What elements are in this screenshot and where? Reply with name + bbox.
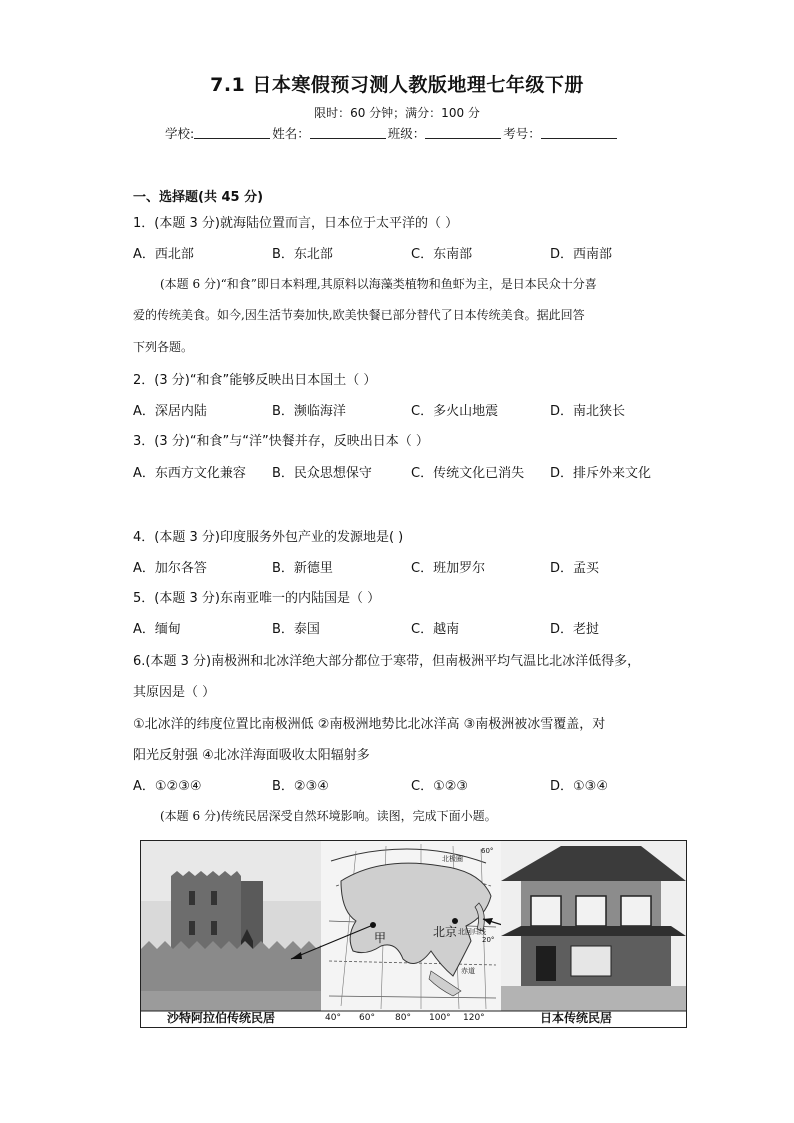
question-5-options [133, 618, 693, 636]
longitude-60: 60° [359, 1013, 375, 1023]
map-label-20n: 20° [482, 936, 495, 944]
q5-option-c[interactable]: C．越南 [411, 622, 460, 637]
question-6-statement-line-2: 阳光反射强 ④北冰洋海面吸收太阳辐射多 [133, 748, 370, 763]
map-label-60n: 60° [481, 847, 494, 855]
q2-option-a[interactable]: A．深居内陆 [133, 404, 207, 419]
question-6-stem-line-2: 其原因是（ ） [133, 685, 216, 700]
school-label: 学校: [165, 126, 195, 141]
left-caption: 沙特阿拉伯传统民居 [167, 1011, 276, 1025]
class-blank [425, 126, 501, 139]
q1-option-c[interactable]: C．东南部 [411, 247, 473, 262]
question-6-options [133, 775, 693, 793]
question-1-options [133, 243, 693, 261]
name-blank [310, 126, 386, 139]
number-label: 考号： [503, 126, 541, 141]
q4-option-d[interactable]: D．孟买 [550, 561, 600, 576]
q1-option-b[interactable]: B．东北部 [272, 247, 333, 262]
q4-option-c[interactable]: C．班加罗尔 [411, 561, 486, 576]
q6-option-a[interactable]: A．①②③④ [133, 779, 202, 794]
q6-option-c[interactable]: C．①②③ [411, 779, 469, 794]
question-1-stem: 1．(本题 3 分)就海陆位置而言，日本位于太平洋的（ ） [133, 216, 459, 231]
question-3-options [133, 462, 693, 480]
material-intro-line-3: 下列各题。 [133, 340, 194, 354]
school-blank [194, 126, 270, 139]
material-intro-line-1: (本题 6 分)“和食”即日本料理,其原料以海藻类植物和鱼虾为主，是日本民众十分喜 [160, 277, 597, 291]
map-label-jia: 甲 [374, 931, 387, 945]
map-label-tropic: 北回归线 [458, 928, 486, 936]
material-intro-2: (本题 6 分)传统民居深受自然环境影响。读图，完成下面小题。 [160, 809, 497, 823]
q1-option-a[interactable]: A．西北部 [133, 247, 194, 262]
q3-option-a[interactable]: A．东西方文化兼容 [133, 466, 246, 481]
question-4-stem: 4．(本题 3 分)印度服务外包产业的发源地是( ) [133, 530, 404, 545]
q5-option-d[interactable]: D．老挝 [550, 622, 600, 637]
question-6-statement-line-1: ①北冰洋的纬度位置比南极洲低 ②南极洲地势比北冰洋高 ③南极洲被冰雪覆盖，对 [133, 717, 606, 732]
number-blank [541, 126, 617, 139]
q4-option-a[interactable]: A．加尔各答 [133, 561, 207, 576]
q2-option-d[interactable]: D．南北狭长 [550, 404, 626, 419]
student-info-row [165, 124, 619, 142]
class-label: 班级： [387, 126, 426, 141]
q2-option-c[interactable]: C．多火山地震 [411, 404, 499, 419]
question-4-options [133, 557, 693, 575]
longitude-40: 40° [325, 1013, 341, 1023]
q3-option-b[interactable]: B．民众思想保守 [272, 466, 372, 481]
q6-option-d[interactable]: D．①③④ [550, 779, 608, 794]
saudi-house-photo [141, 841, 321, 1011]
map-label-beijing: 北京 [433, 925, 458, 939]
q3-option-c[interactable]: C．传统文化已消失 [411, 466, 525, 481]
longitude-80: 80° [395, 1013, 411, 1023]
q6-option-b[interactable]: B．②③④ [272, 779, 329, 794]
question-5-stem: 5．(本题 3 分)东南亚唯一的内陆国是（ ） [133, 591, 381, 606]
q5-option-b[interactable]: B．泰国 [272, 622, 320, 637]
q3-option-d[interactable]: D．排斥外来文化 [550, 466, 652, 481]
map-label-equator: 赤道 [461, 967, 475, 975]
housing-figure [140, 840, 687, 1028]
question-2-stem: 2．(3 分)“和食”能够反映出日本国土（ ） [133, 373, 377, 388]
map-label-arctic-circle: 北极圈 [442, 855, 463, 863]
material-intro-line-2: 爱的传统美食。如今,因生活节奏加快,欧美快餐已部分替代了日本传统美食。据此回答 [133, 308, 585, 322]
longitude-100: 100° [429, 1013, 451, 1023]
question-2-options [133, 400, 693, 418]
figure-illustration [141, 841, 686, 1027]
japan-house-photo [501, 841, 686, 1011]
page-title: 7.1 日本寒假预习测人教版地理七年级下册 [210, 74, 584, 96]
section-title: 一、选择题(共 45 分) [133, 190, 264, 205]
question-6-stem-line-1: 6.(本题 3 分)南极洲和北冰洋绝大部分都位于寒带，但南极洲平均气温比北冰洋低得多， [133, 654, 641, 669]
name-label: 姓名： [272, 126, 310, 141]
question-3-stem: 3．(3 分)“和食”与“洋”快餐并存，反映出日本（ ） [133, 434, 429, 449]
q1-option-d[interactable]: D．西南部 [550, 247, 613, 262]
right-caption: 日本传统民居 [540, 1011, 613, 1025]
q5-option-a[interactable]: A．缅甸 [133, 622, 181, 637]
q2-option-b[interactable]: B．濒临海洋 [272, 404, 346, 419]
exam-meta: 限时：60 分钟；满分：100 分 [314, 106, 480, 120]
q4-option-b[interactable]: B．新德里 [272, 561, 333, 576]
asia-map [291, 841, 509, 1011]
longitude-120: 120° [463, 1013, 485, 1023]
